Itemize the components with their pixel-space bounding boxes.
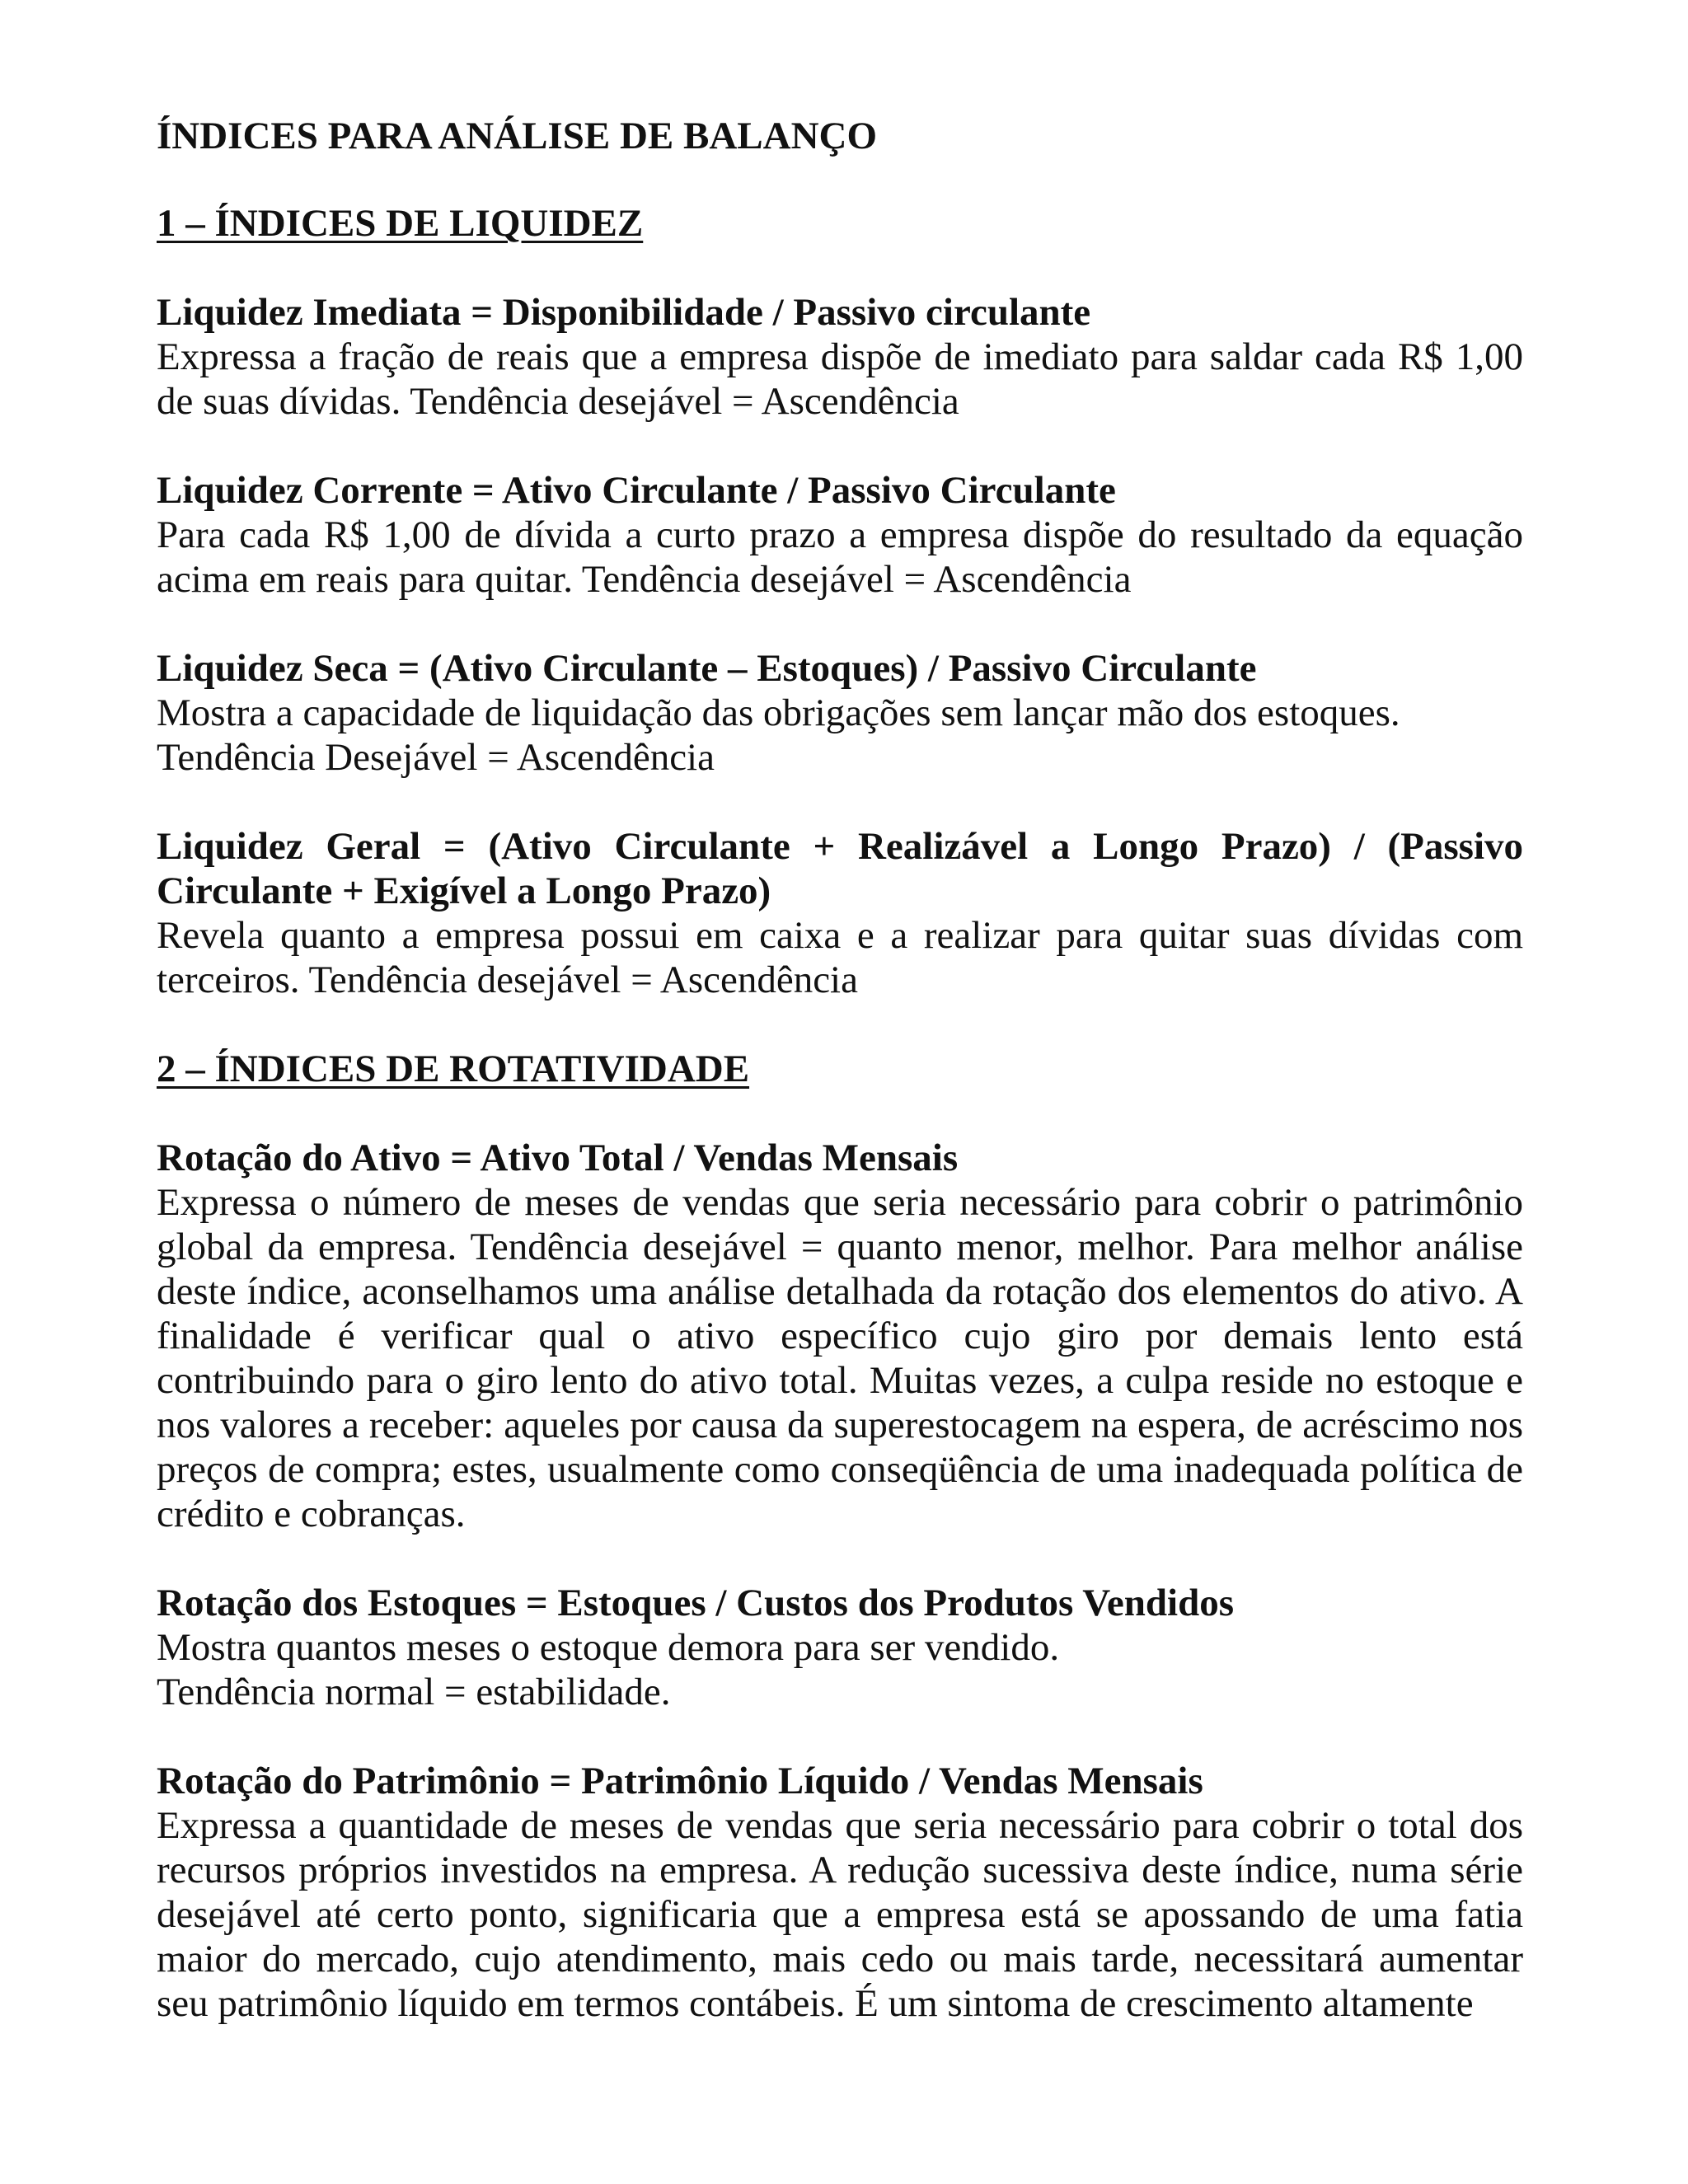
description-line: Mostra a capacidade de liquidação das obrigações sem lançar mão dos estoques. <box>157 691 1400 734</box>
entry-rotacao-estoques <box>157 1581 1523 1714</box>
formula-liquidez-corrente: Liquidez Corrente = Ativo Circulante / Passivo Circulante <box>157 469 1116 512</box>
entry-liquidez-imediata <box>157 290 1523 424</box>
entry-liquidez-seca <box>157 646 1523 780</box>
description-liquidez-imediata: Expressa a fração de reais que a empresa dispõe de imediato para saldar cada R$ 1,00 de suas dívidas. Tendência desejável = Ascendência <box>157 335 1523 423</box>
description-line: Mostra quantos meses o estoque demora para ser vendido. <box>157 1626 1060 1669</box>
description-line: Tendência normal = estabilidade. <box>157 1671 671 1713</box>
description-line: Tendência Desejável = Ascendência <box>157 736 715 779</box>
entry-liquidez-corrente <box>157 468 1523 602</box>
document-content <box>157 114 1523 2070</box>
entry-rotacao-patrimonio <box>157 1759 1523 2026</box>
description-rotacao-estoques <box>157 1625 1523 1714</box>
formula-liquidez-seca: Liquidez Seca = (Ativo Circulante – Estoques) / Passivo Circulante <box>157 647 1257 690</box>
formula-rotacao-patrimonio: Rotação do Patrimônio = Patrimônio Líquido / Vendas Mensais <box>157 1760 1203 1802</box>
formula-liquidez-geral: Liquidez Geral = (Ativo Circulante + Realizável a Longo Prazo) / (Passivo Circulante + Exigível a Longo Prazo) <box>157 825 1523 912</box>
description-liquidez-seca <box>157 691 1523 780</box>
document-title: ÍNDICES PARA ANÁLISE DE BALANÇO <box>157 115 878 157</box>
section-heading-rotatividade: 2 – ÍNDICES DE ROTATIVIDADE <box>157 1047 750 1090</box>
description-rotacao-ativo: Expressa o número de meses de vendas que seria necessário para cobrir o patrimônio global da empresa. Tendência desejável = quanto menor, melhor. Para melhor análise deste índice, aconselhamos uma análise detalhada da rotação dos elementos do ativo. A finalidade é verificar qual o ativo específico cujo giro por demais lento está contribuindo para o giro lento do ativo total. Muitas vezes, a culpa reside no estoque e nos valores a receber: aqueles por causa da superestocagem na espera, de acréscimo nos preços de compra; estes, usualmente como conseqüência de uma inadequada política de crédito e cobranças. <box>157 1181 1523 1535</box>
formula-rotacao-estoques: Rotação dos Estoques = Estoques / Custos dos Produtos Vendidos <box>157 1582 1235 1624</box>
entry-rotacao-ativo <box>157 1136 1523 1536</box>
description-liquidez-corrente: Para cada R$ 1,00 de dívida a curto prazo a empresa dispõe do resultado da equação acima em reais para quitar. Tendência desejável = Ascendência <box>157 513 1523 601</box>
section-heading-liquidez: 1 – ÍNDICES DE LIQUIDEZ <box>157 202 644 245</box>
description-rotacao-patrimonio: Expressa a quantidade de meses de vendas que seria necessário para cobrir o total dos recursos próprios investidos na empresa. A redução sucessiva deste índice, numa série desejável até certo ponto, significaria que a empresa está se apossando de uma fatia maior do mercado, cujo atendimento, mais cedo ou mais tarde, necessitará aumentar seu patrimônio líquido em termos contábeis. É um sintoma de crescimento altamente <box>157 1804 1523 2025</box>
formula-liquidez-imediata: Liquidez Imediata = Disponibilidade / Passivo circulante <box>157 291 1091 334</box>
formula-rotacao-ativo: Rotação do Ativo = Ativo Total / Vendas Mensais <box>157 1137 959 1179</box>
entry-liquidez-geral <box>157 824 1523 1002</box>
description-liquidez-geral: Revela quanto a empresa possui em caixa e a realizar para quitar suas dívidas com terceiros. Tendência desejável = Ascendência <box>157 914 1523 1001</box>
